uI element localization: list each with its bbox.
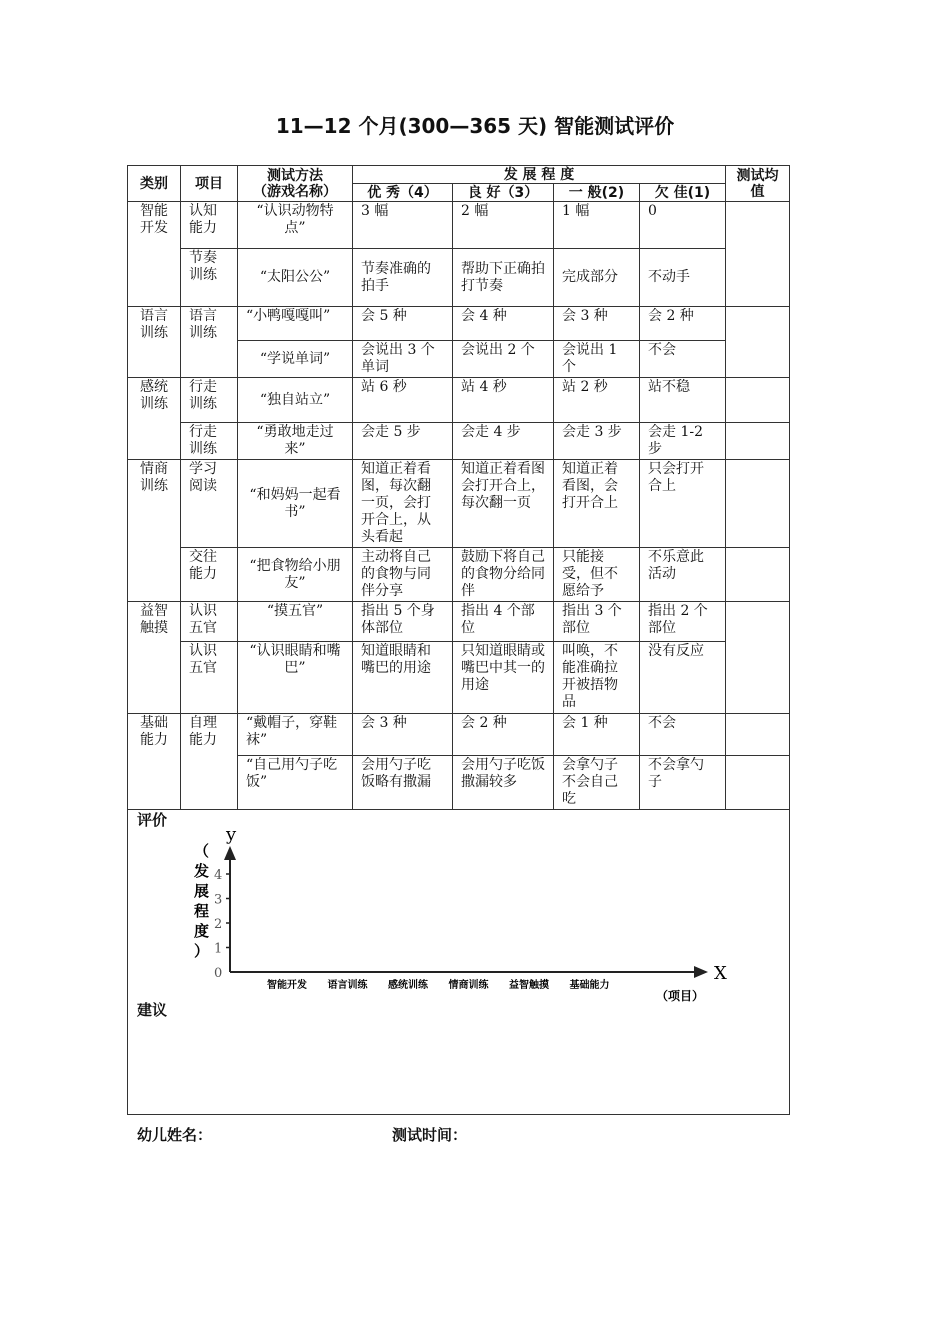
excellent-cell: 会 3 种 [353, 714, 453, 756]
method-cell: “认识眼睛和嘴巴” [238, 642, 353, 714]
good-cell: 会 4 种 [453, 307, 554, 341]
category-cell: 情商训练 [128, 460, 181, 602]
header-average: 测试均值 [726, 166, 790, 202]
good-cell: 鼓励下将自己的食物分给同伴 [453, 548, 554, 602]
category-cell: 益智触摸 [128, 602, 181, 714]
good-cell: 指出 4 个部位 [453, 602, 554, 642]
x-category-label: 益智触摸 [509, 980, 549, 991]
evaluation-label: 评价 [137, 811, 168, 829]
excellent-cell: 会用勺子吃饭略有撒漏 [353, 756, 453, 810]
average-cell: 只能接受，但不愿给予 [554, 548, 640, 602]
x-category-label: 基础能力 [569, 980, 610, 991]
method-cell: “摸五官” [238, 602, 353, 642]
y-tick-label: 0 [214, 966, 223, 981]
header-method [238, 166, 353, 202]
y-axis-arrow [224, 846, 236, 860]
method-cell: “太阳公公” [238, 249, 353, 307]
x-category-group [267, 978, 610, 991]
page-title: 11—12 个月(300—365 天) 智能测试评价 [275, 114, 675, 138]
table-row [128, 602, 790, 642]
category-cell: 语言训练 [128, 307, 181, 378]
excellent-cell: 会说出 3 个单词 [353, 341, 453, 378]
average-cell: 会走 3 步 [554, 423, 640, 460]
good-cell: 2 幅 [453, 202, 554, 249]
method-cell: “勇敢地走过来” [238, 423, 353, 460]
poor-cell: 不会拿勺子 [640, 756, 726, 810]
average-cell: 1 幅 [554, 202, 640, 249]
excellent-cell: 指出 5 个身体部位 [353, 602, 453, 642]
poor-cell: 只会打开合上 [640, 460, 726, 548]
poor-cell: 0 [640, 202, 726, 249]
y-tick-label: 3 [214, 892, 223, 908]
header-level-poor: 欠 佳(1) [640, 184, 726, 202]
method-cell: “和妈妈一起看书” [238, 460, 353, 548]
excellent-cell: 3 幅 [353, 202, 453, 249]
average-cell: 叫唤，不能准确拉开被捂物品 [554, 642, 640, 714]
x-axis-label: （项目） [656, 989, 705, 1003]
y-tick-label: 1 [214, 941, 223, 957]
method-cell: “认识动物特点” [238, 202, 353, 249]
method-cell: “把食物给小朋友” [238, 548, 353, 602]
method-cell: “学说单词” [238, 341, 353, 378]
item-cell: 语言训练 [181, 307, 238, 378]
table-row [128, 249, 790, 307]
y-axis-label [193, 842, 209, 960]
item-cell: 交往能力 [181, 548, 238, 602]
mean-cell [726, 714, 790, 756]
suggestion-label: 建议 [137, 1001, 168, 1019]
average-cell: 知道正着看图，会打开合上 [554, 460, 640, 548]
x-category-label: 感统训练 [388, 980, 428, 991]
item-cell: 行走训练 [181, 378, 238, 423]
average-cell: 会 1 种 [554, 714, 640, 756]
method-cell: “独自站立” [238, 378, 353, 423]
y-tick-label: 2 [214, 917, 223, 932]
category-cell: 感统训练 [128, 378, 181, 460]
average-cell: 完成部分 [554, 249, 640, 307]
development-chart [168, 818, 788, 1008]
excellent-cell: 节奏准确的拍手 [353, 249, 453, 307]
y-axis-label-char: ） [194, 942, 210, 960]
header-level-excellent: 优 秀（4） [353, 184, 453, 202]
table-row [128, 307, 790, 341]
test-time-label: 测试时间： [392, 1126, 468, 1144]
y-tick-group [214, 868, 230, 981]
average-cell: 站 2 秒 [554, 378, 640, 423]
x-axis-arrow [694, 966, 708, 978]
poor-cell: 会走 1-2 步 [640, 423, 726, 460]
poor-cell: 指出 2 个部位 [640, 602, 726, 642]
method-cell: “自己用勺子吃饭” [238, 756, 353, 810]
poor-cell: 没有反应 [640, 642, 726, 714]
mean-cell [726, 378, 790, 423]
average-cell: 会拿勺子不会自己吃 [554, 756, 640, 810]
table-row [128, 202, 790, 249]
average-cell: 指出 3 个部位 [554, 602, 640, 642]
category-cell: 智能开发 [128, 202, 181, 307]
good-cell: 会 2 种 [453, 714, 554, 756]
good-cell: 只知道眼睛或嘴巴中其一的用途 [453, 642, 554, 714]
table-row [128, 548, 790, 602]
poor-cell: 会 2 种 [640, 307, 726, 341]
x-category-label: 情商训练 [448, 980, 489, 991]
header-item: 项目 [181, 166, 238, 202]
excellent-cell: 站 6 秒 [353, 378, 453, 423]
item-cell: 行走训练 [181, 423, 238, 460]
excellent-cell: 知道眼睛和嘴巴的用途 [353, 642, 453, 714]
x-category-label: 智能开发 [267, 980, 307, 991]
poor-cell: 不会 [640, 341, 726, 378]
item-cell: 学习阅读 [181, 460, 238, 548]
good-cell: 站 4 秒 [453, 378, 554, 423]
y-tick-label: 4 [214, 868, 223, 883]
category-cell: 基础能力 [128, 714, 181, 810]
item-cell: 认识五官 [181, 642, 238, 714]
evaluation-section [128, 810, 790, 1115]
good-cell: 会说出 2 个 [453, 341, 554, 378]
table-row [128, 423, 790, 460]
table-row [128, 378, 790, 423]
y-axis-label-char: 发 [194, 862, 210, 880]
mean-cell [726, 756, 790, 810]
excellent-cell: 会走 5 步 [353, 423, 453, 460]
excellent-cell: 知道正着看图，每次翻一页，会打开合上，从头看起 [353, 460, 453, 548]
mean-cell [726, 423, 790, 460]
good-cell: 知道正着看图会打开合上，每次翻一页 [453, 460, 554, 548]
y-axis-label-char: 程 [194, 902, 210, 920]
y-axis-letter: y [226, 824, 237, 845]
child-name-label: 幼儿姓名： [137, 1126, 213, 1144]
y-axis-label-char: 展 [194, 882, 210, 900]
header-method-line2: （游戏名称） [253, 183, 337, 200]
poor-cell: 站不稳 [640, 378, 726, 423]
x-axis-letter: X [714, 963, 727, 984]
method-cell: “戴帽子，穿鞋袜” [238, 714, 353, 756]
method-cell: “小鸭嘎嘎叫” [238, 307, 353, 341]
y-axis-label-char: （ [194, 842, 210, 860]
mean-cell [726, 548, 790, 602]
header-level-fair: 一 般(2) [554, 184, 640, 202]
mean-cell [726, 460, 790, 548]
table-row [128, 642, 790, 714]
poor-cell: 不乐意此活动 [640, 548, 726, 602]
header-level-good: 良 好（3） [453, 184, 554, 202]
mean-cell [726, 202, 790, 307]
x-category-label: 语言训练 [327, 980, 368, 991]
mean-cell [726, 307, 790, 378]
evaluation-table [127, 165, 790, 1115]
good-cell: 会用勺子吃饭撒漏较多 [453, 756, 554, 810]
excellent-cell: 主动将自己的食物与同伴分享 [353, 548, 453, 602]
average-cell: 会说出 1 个 [554, 341, 640, 378]
y-axis-label-char: 度 [194, 922, 210, 940]
poor-cell: 不会 [640, 714, 726, 756]
item-cell: 节奏训练 [181, 249, 238, 307]
poor-cell: 不动手 [640, 249, 726, 307]
item-cell: 认识五官 [181, 602, 238, 642]
item-cell: 自理能力 [181, 714, 238, 810]
table-row [128, 460, 790, 548]
table-row [128, 714, 790, 756]
good-cell: 会走 4 步 [453, 423, 554, 460]
header-development: 发 展 程 度 [353, 166, 726, 184]
average-cell: 会 3 种 [554, 307, 640, 341]
mean-cell [726, 602, 790, 714]
item-cell: 认知能力 [181, 202, 238, 249]
header-category: 类别 [128, 166, 181, 202]
good-cell: 帮助下正确拍打节奏 [453, 249, 554, 307]
header-method-line1: 测试方法 [267, 167, 323, 184]
excellent-cell: 会 5 种 [353, 307, 453, 341]
